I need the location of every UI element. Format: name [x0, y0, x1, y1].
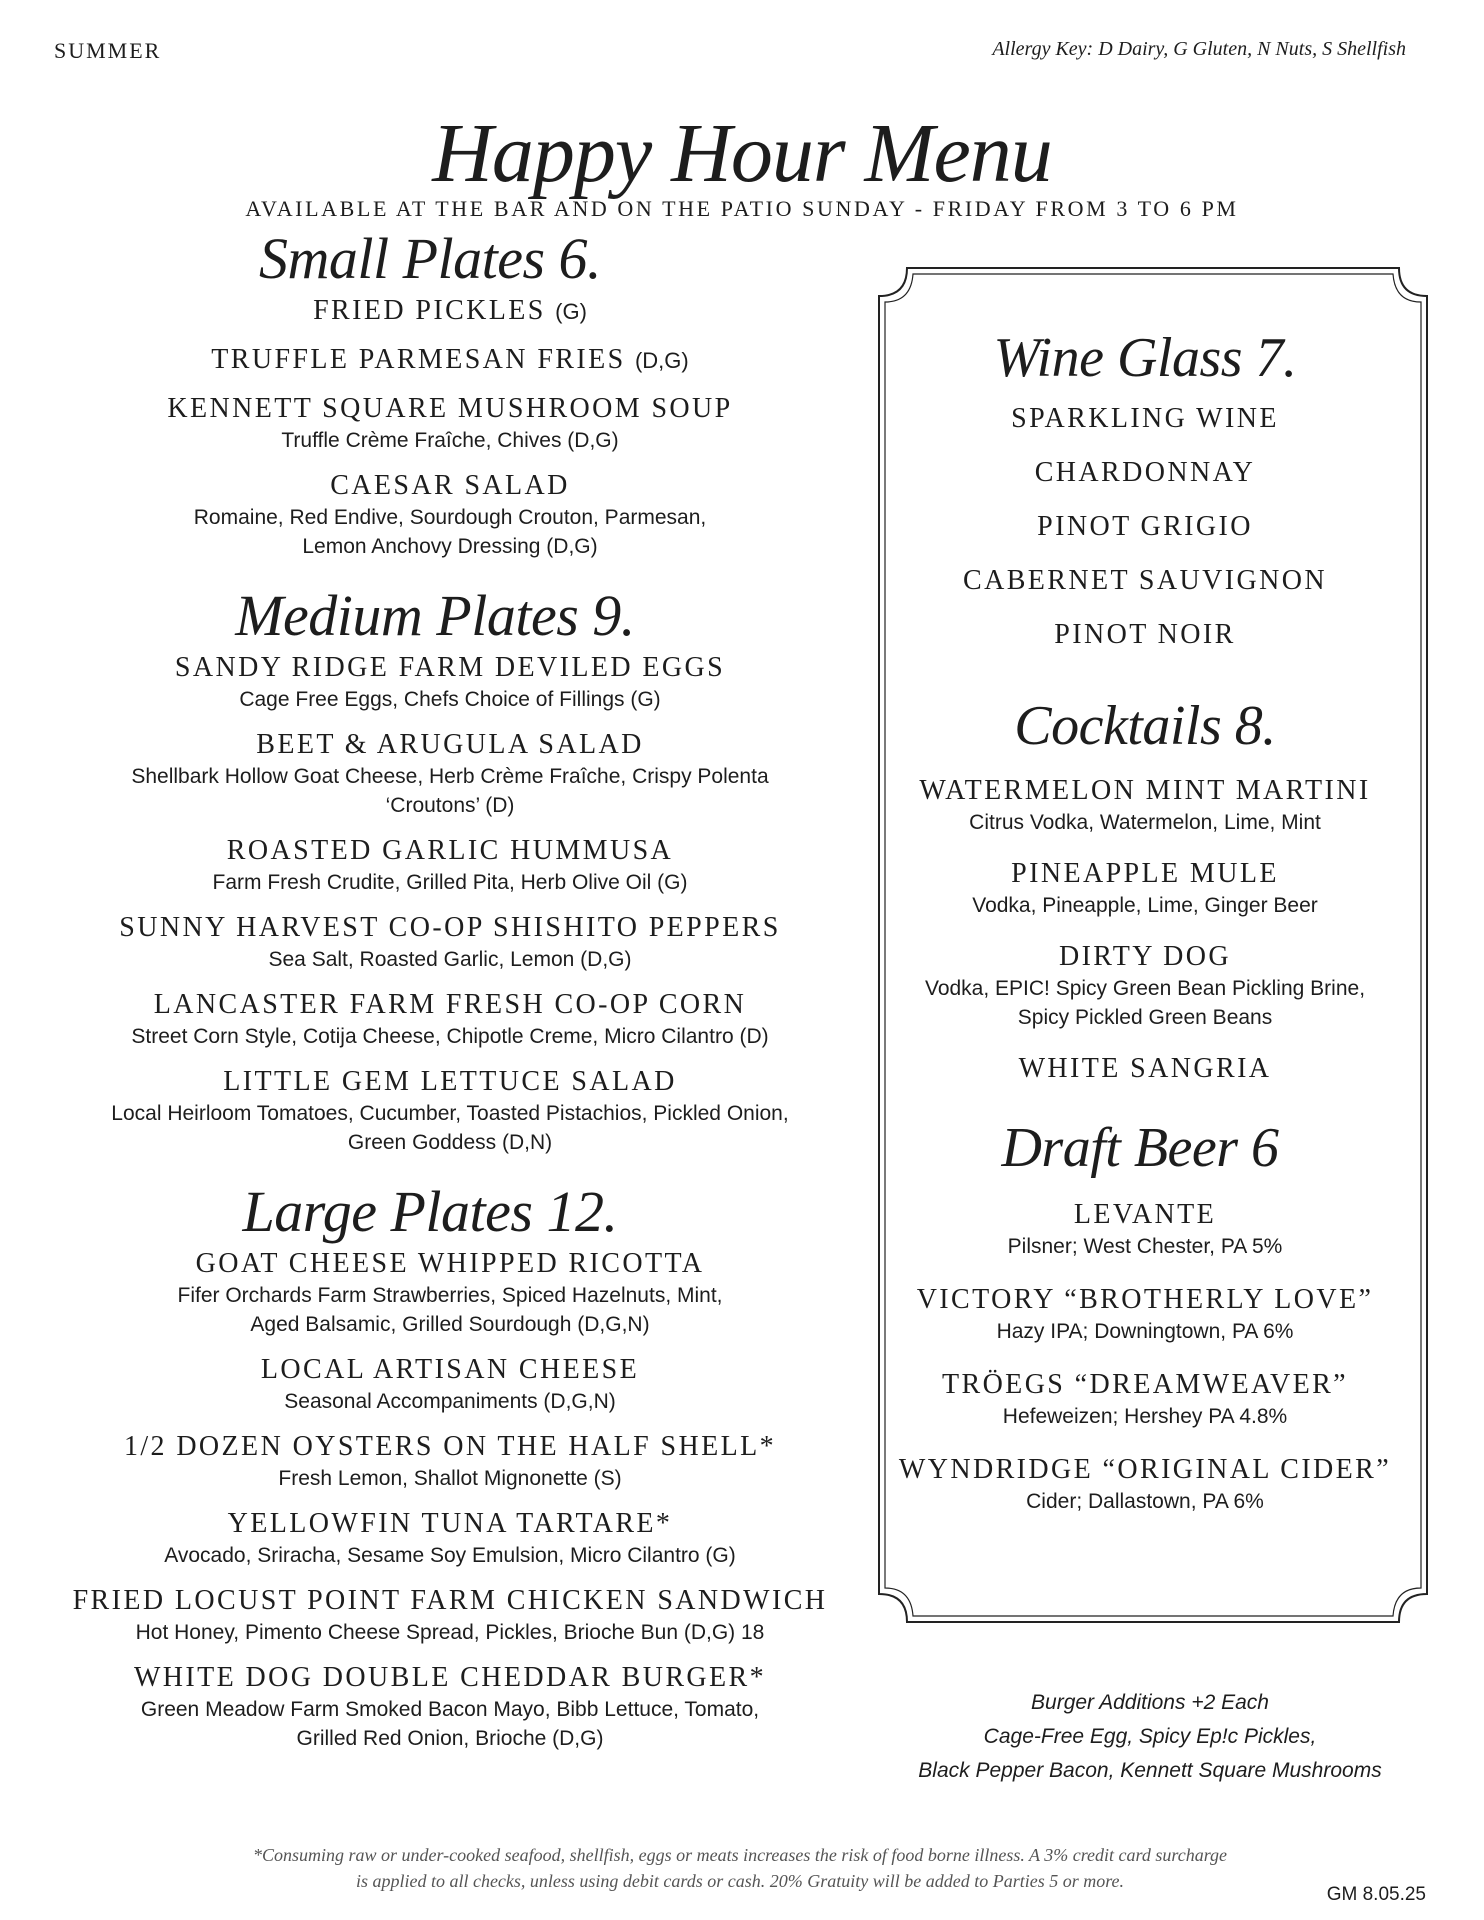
- item-name: TRÖEGS “DREAMWEAVER”: [941, 1369, 1348, 1400]
- item-description: Vodka, Pineapple, Lime, Ginger Beer: [972, 894, 1318, 917]
- item-description: Lemon Anchovy Dressing (D,G): [302, 535, 598, 558]
- menu-item: [880, 1368, 1410, 1431]
- item-name: SUNNY HARVEST CO-OP SHISHITO PEPPERS: [119, 912, 781, 943]
- item-name: VICTORY “BROTHERLY LOVE”: [916, 1284, 1374, 1315]
- item-name: FRIED PICKLES: [313, 295, 556, 326]
- menu-item: [30, 1430, 870, 1493]
- item-name: SPARKLING WINE: [1011, 403, 1279, 434]
- item-description: Seasonal Accompaniments (D,G,N): [284, 1390, 616, 1413]
- item-description: Avocado, Sriracha, Sesame Soy Emulsion, Micro Cilantro (G): [164, 1544, 736, 1567]
- item-description: Farm Fresh Crudite, Grilled Pita, Herb Olive Oil (G): [212, 871, 688, 894]
- item-name: PINEAPPLE MULE: [1011, 858, 1279, 889]
- item-description: Local Heirloom Tomatoes, Cucumber, Toasted Pistachios, Pickled Onion,: [111, 1102, 789, 1125]
- allergy-key: Allergy Key: D Dairy, G Gluten, N Nuts, S Shellfish: [992, 38, 1406, 60]
- version-code: GM 8.05.25: [1326, 1884, 1426, 1905]
- menu-item: [30, 1584, 870, 1647]
- item-name: WYNDRIDGE “ORIGINAL CIDER”: [898, 1454, 1392, 1485]
- item-name: YELLOWFIN TUNA TARTARE*: [227, 1508, 673, 1539]
- item-name: FRIED LOCUST POINT FARM CHICKEN SANDWICH: [72, 1585, 828, 1616]
- item-description: Fresh Lemon, Shallot Mignonette (S): [278, 1467, 622, 1490]
- item-description: Shellbark Hollow Goat Cheese, Herb Crème Fraîche, Crispy Polenta: [131, 765, 769, 788]
- season-label: SUMMER: [54, 38, 162, 63]
- menu-item: [30, 1353, 870, 1416]
- item-description: Street Corn Style, Cotija Cheese, Chipotle Creme, Micro Cilantro (D): [131, 1025, 769, 1048]
- item-name: WATERMELON MINT MARTINI: [919, 775, 1371, 806]
- item-name: SANDY RIDGE FARM DEVILED EGGS: [174, 652, 726, 683]
- item-description: Aged Balsamic, Grilled Sourdough (D,G,N): [250, 1313, 650, 1336]
- menu-item: [880, 940, 1410, 1032]
- menu-item: [880, 857, 1410, 920]
- food-column: [30, 226, 870, 1753]
- item-name: LANCASTER FARM FRESH CO-OP CORN: [153, 989, 747, 1020]
- disclaimer: [180, 1842, 1300, 1894]
- item-name: LITTLE GEM LETTUCE SALAD: [223, 1066, 677, 1097]
- item-description: Hot Honey, Pimento Cheese Spread, Pickles, Brioche Bun (D,G) 18: [135, 1621, 765, 1644]
- item-name: WHITE SANGRIA: [1018, 1053, 1272, 1084]
- item-name: TRUFFLE PARMESAN FRIES: [211, 344, 635, 375]
- menu-item: [30, 651, 870, 714]
- medium-plates-heading: Medium Plates 9.: [235, 583, 635, 648]
- menu-item: [30, 469, 870, 561]
- item-description: Spicy Pickled Green Beans: [1017, 1006, 1273, 1029]
- item-description: Pilsner; West Chester, PA 5%: [1007, 1235, 1283, 1258]
- item-name: WHITE DOG DOUBLE CHEDDAR BURGER*: [133, 1662, 767, 1693]
- item-description: Vodka, EPIC! Spicy Green Bean Pickling Brine,: [924, 977, 1366, 1000]
- menu-item: [30, 834, 870, 897]
- menu-item: [880, 1453, 1410, 1516]
- item-name: KENNETT SQUARE MUSHROOM SOUP: [167, 393, 733, 424]
- small-plates-heading: Small Plates 6.: [258, 226, 602, 291]
- burger-additions-options: Cage-Free Egg, Spicy Ep!c Pickles,: [983, 1725, 1317, 1748]
- item-description: Hazy IPA; Downingtown, PA 6%: [996, 1320, 1294, 1343]
- item-name: 1/2 DOZEN OYSTERS ON THE HALF SHELL*: [123, 1431, 777, 1462]
- item-name: ROASTED GARLIC HUMMUSA: [226, 835, 674, 866]
- wine-list: [880, 392, 1410, 662]
- item-name: CABERNET SAUVIGNON: [963, 565, 1327, 596]
- item-name: PINOT NOIR: [1054, 619, 1236, 650]
- item-name: BEET & ARUGULA SALAD: [256, 729, 644, 760]
- disclaimer-line: *Consuming raw or under-cooked seafood, shellfish, eggs or meats increases the risk of food borne illness. A 3% credit card surcharge: [252, 1845, 1228, 1865]
- menu-item: [30, 1507, 870, 1570]
- item-description: Fifer Orchards Farm Strawberries, Spiced Hazelnuts, Mint,: [177, 1284, 723, 1307]
- draft-beer-heading: Draft Beer 6: [1001, 1117, 1279, 1179]
- allergen-code: (G): [555, 299, 587, 324]
- item-description: Truffle Crème Fraîche, Chives (D,G): [281, 429, 619, 452]
- menu-item: [880, 1283, 1410, 1346]
- item-description: Romaine, Red Endive, Sourdough Crouton, Parmesan,: [193, 506, 707, 529]
- burger-additions-title: Burger Additions +2 Each: [1031, 1691, 1269, 1714]
- menu-item: [30, 1247, 870, 1339]
- item-name: PINOT GRIGIO: [1037, 511, 1253, 542]
- item-name: DIRTY DOG: [1058, 941, 1232, 972]
- menu-item: [880, 1052, 1410, 1086]
- item-description: Green Meadow Farm Smoked Bacon Mayo, Bibb Lettuce, Tomato,: [140, 1698, 760, 1721]
- drinks-column: [880, 327, 1410, 1516]
- item-description: ‘Croutons’ (D): [385, 794, 515, 817]
- menu-item: [30, 728, 870, 820]
- menu-item: [30, 988, 870, 1051]
- menu-item: [30, 392, 870, 455]
- menu-item: [30, 1065, 870, 1157]
- item-description: Cage Free Eggs, Chefs Choice of Fillings (G): [239, 688, 661, 711]
- menu-item: [30, 911, 870, 974]
- item-name: CAESAR SALAD: [330, 470, 570, 501]
- menu-item: [880, 1198, 1410, 1261]
- cocktails-heading: Cocktails 8.: [1014, 695, 1276, 757]
- allergen-code: (D,G): [634, 348, 689, 373]
- menu-item: [880, 774, 1410, 837]
- item-description: Sea Salt, Roasted Garlic, Lemon (D,G): [268, 948, 632, 971]
- burger-additions-options: Black Pepper Bacon, Kennett Square Mushrooms: [918, 1759, 1382, 1782]
- item-description: Cider; Dallastown, PA 6%: [1026, 1490, 1264, 1513]
- menu-item: [30, 1661, 870, 1753]
- menu-item: [30, 294, 870, 329]
- item-description: Hefeweizen; Hershey PA 4.8%: [1002, 1405, 1288, 1428]
- disclaimer-line: is applied to all checks, unless using debit cards or cash. 20% Gratuity will be added to Parties 5 or more.: [355, 1871, 1125, 1891]
- item-description: Citrus Vodka, Watermelon, Lime, Mint: [969, 811, 1321, 834]
- item-name: GOAT CHEESE WHIPPED RICOTTA: [195, 1248, 705, 1279]
- menu-title: Happy Hour Menu: [432, 107, 1052, 200]
- item-name: LOCAL ARTISAN CHEESE: [260, 1354, 640, 1385]
- item-name: CHARDONNAY: [1034, 457, 1256, 488]
- item-name: LEVANTE: [1073, 1199, 1217, 1230]
- availability-note: AVAILABLE AT THE BAR AND ON THE PATIO SUNDAY - FRIDAY FROM 3 TO 6 PM: [245, 196, 1239, 221]
- menu-item: [30, 343, 870, 378]
- item-description: Green Goddess (D,N): [347, 1131, 553, 1154]
- item-description: Grilled Red Onion, Brioche (D,G): [296, 1727, 604, 1750]
- wine-glass-heading: Wine Glass 7.: [993, 327, 1297, 389]
- large-plates-heading: Large Plates 12.: [242, 1179, 618, 1244]
- burger-additions: [880, 1686, 1420, 1788]
